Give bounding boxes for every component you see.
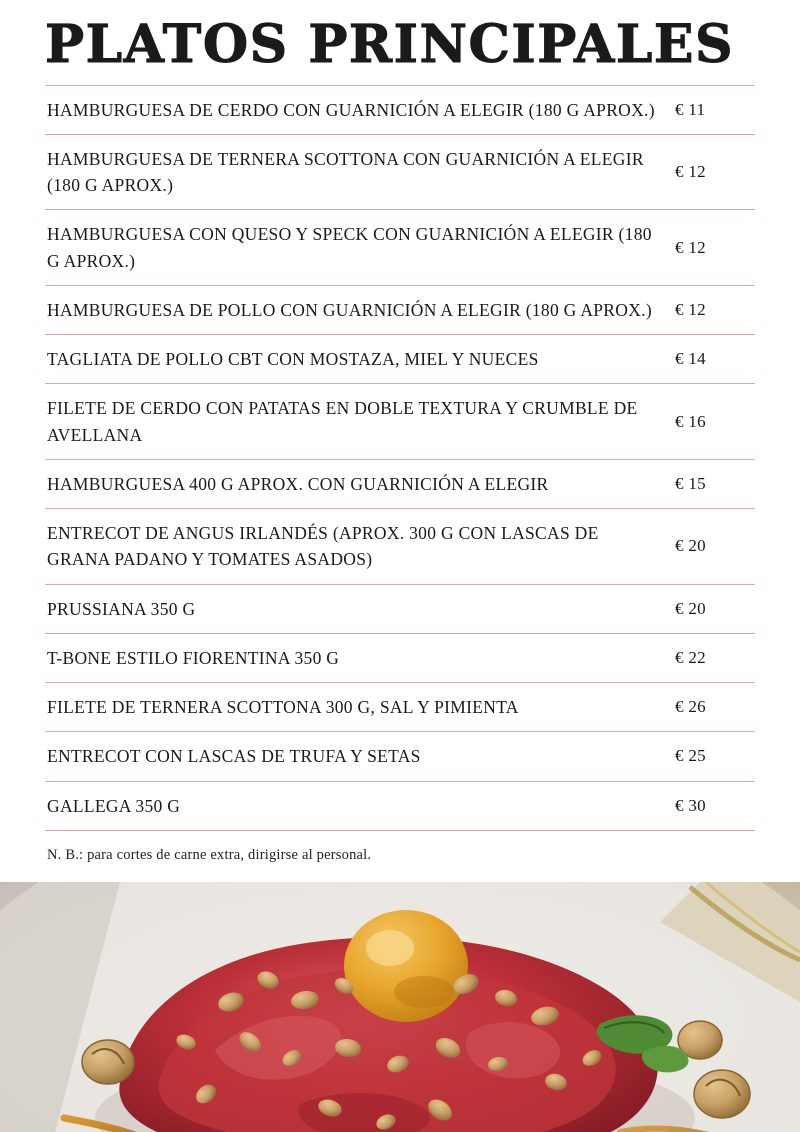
menu-item-price: € 20 [675, 598, 706, 618]
table-row [45, 683, 755, 732]
menu-item-price: € 14 [675, 349, 706, 369]
table-row [45, 781, 755, 830]
menu-item-price: € 26 [675, 697, 706, 717]
menu-item-name: FILETE DE CERDO CON PATATAS EN DOBLE TEXTURA Y CRUMBLE DE AVELLANA [47, 398, 638, 445]
menu-note: N. B.: para cortes de carne extra, dirigirse al personal. [47, 846, 372, 863]
menu-item-price: € 12 [675, 237, 706, 257]
table-row [45, 633, 755, 682]
table-row [45, 509, 755, 585]
table-row [45, 584, 755, 633]
table-row [45, 134, 755, 210]
menu-item-name: HAMBURGUESA CON QUESO Y SPECK CON GUARNICIÓN A ELEGIR (180 G APROX.) [47, 224, 652, 271]
menu-item-name: PRUSSIANA 350 G [47, 598, 196, 619]
menu-item-name: HAMBURGUESA DE CERDO CON GUARNICIÓN A ELEGIR (180 G APROX.) [47, 99, 655, 120]
menu-item-name: FILETE DE TERNERA SCOTTONA 300 G, SAL Y PIMIENTA [47, 697, 519, 718]
menu-item-name: GALLEGA 350 G [47, 795, 181, 816]
table-row [45, 459, 755, 508]
menu-item-price: € 30 [675, 795, 706, 815]
menu-item-price: € 11 [675, 99, 706, 119]
table-row [45, 384, 755, 460]
menu-item-price: € 15 [675, 473, 706, 493]
menu-item-price: € 20 [675, 536, 706, 556]
table-row [45, 285, 755, 334]
dish-photo-illustration [0, 882, 800, 1132]
menu-item-name: ENTRECOT DE ANGUS IRLANDÉS (APROX. 300 G CON LASCAS DE GRANA PADANO Y TOMATES ASADOS) [47, 523, 599, 570]
menu-item-price: € 16 [675, 411, 706, 431]
page-title: PLATOS PRINCIPALES [45, 14, 735, 75]
table-row [45, 732, 755, 781]
menu-item-name: T-BONE ESTILO FIORENTINA 350 G [47, 647, 340, 668]
menu-item-name: HAMBURGUESA 400 G APROX. CON GUARNICIÓN A ELEGIR [47, 473, 549, 494]
menu-items-table [45, 85, 755, 831]
menu-item-price: € 12 [675, 162, 706, 182]
menu-item-price: € 25 [675, 746, 706, 766]
menu-item-name: HAMBURGUESA DE POLLO CON GUARNICIÓN A ELEGIR (180 G APROX.) [47, 299, 652, 320]
table-row [45, 85, 755, 134]
dish-photo [0, 882, 800, 1132]
menu-item-name: HAMBURGUESA DE TERNERA SCOTTONA CON GUARNICIÓN A ELEGIR (180 G APROX.) [47, 148, 644, 196]
menu-item-name: ENTRECOT CON LASCAS DE TRUFA Y SETAS [47, 746, 421, 767]
menu-item-price: € 22 [675, 647, 706, 667]
menu-item-price: € 12 [675, 299, 706, 319]
table-row [45, 335, 755, 384]
menu-section [0, 14, 800, 882]
menu-item-name: TAGLIATA DE POLLO CBT CON MOSTAZA, MIEL Y NUECES [47, 349, 539, 370]
table-row [45, 210, 755, 286]
